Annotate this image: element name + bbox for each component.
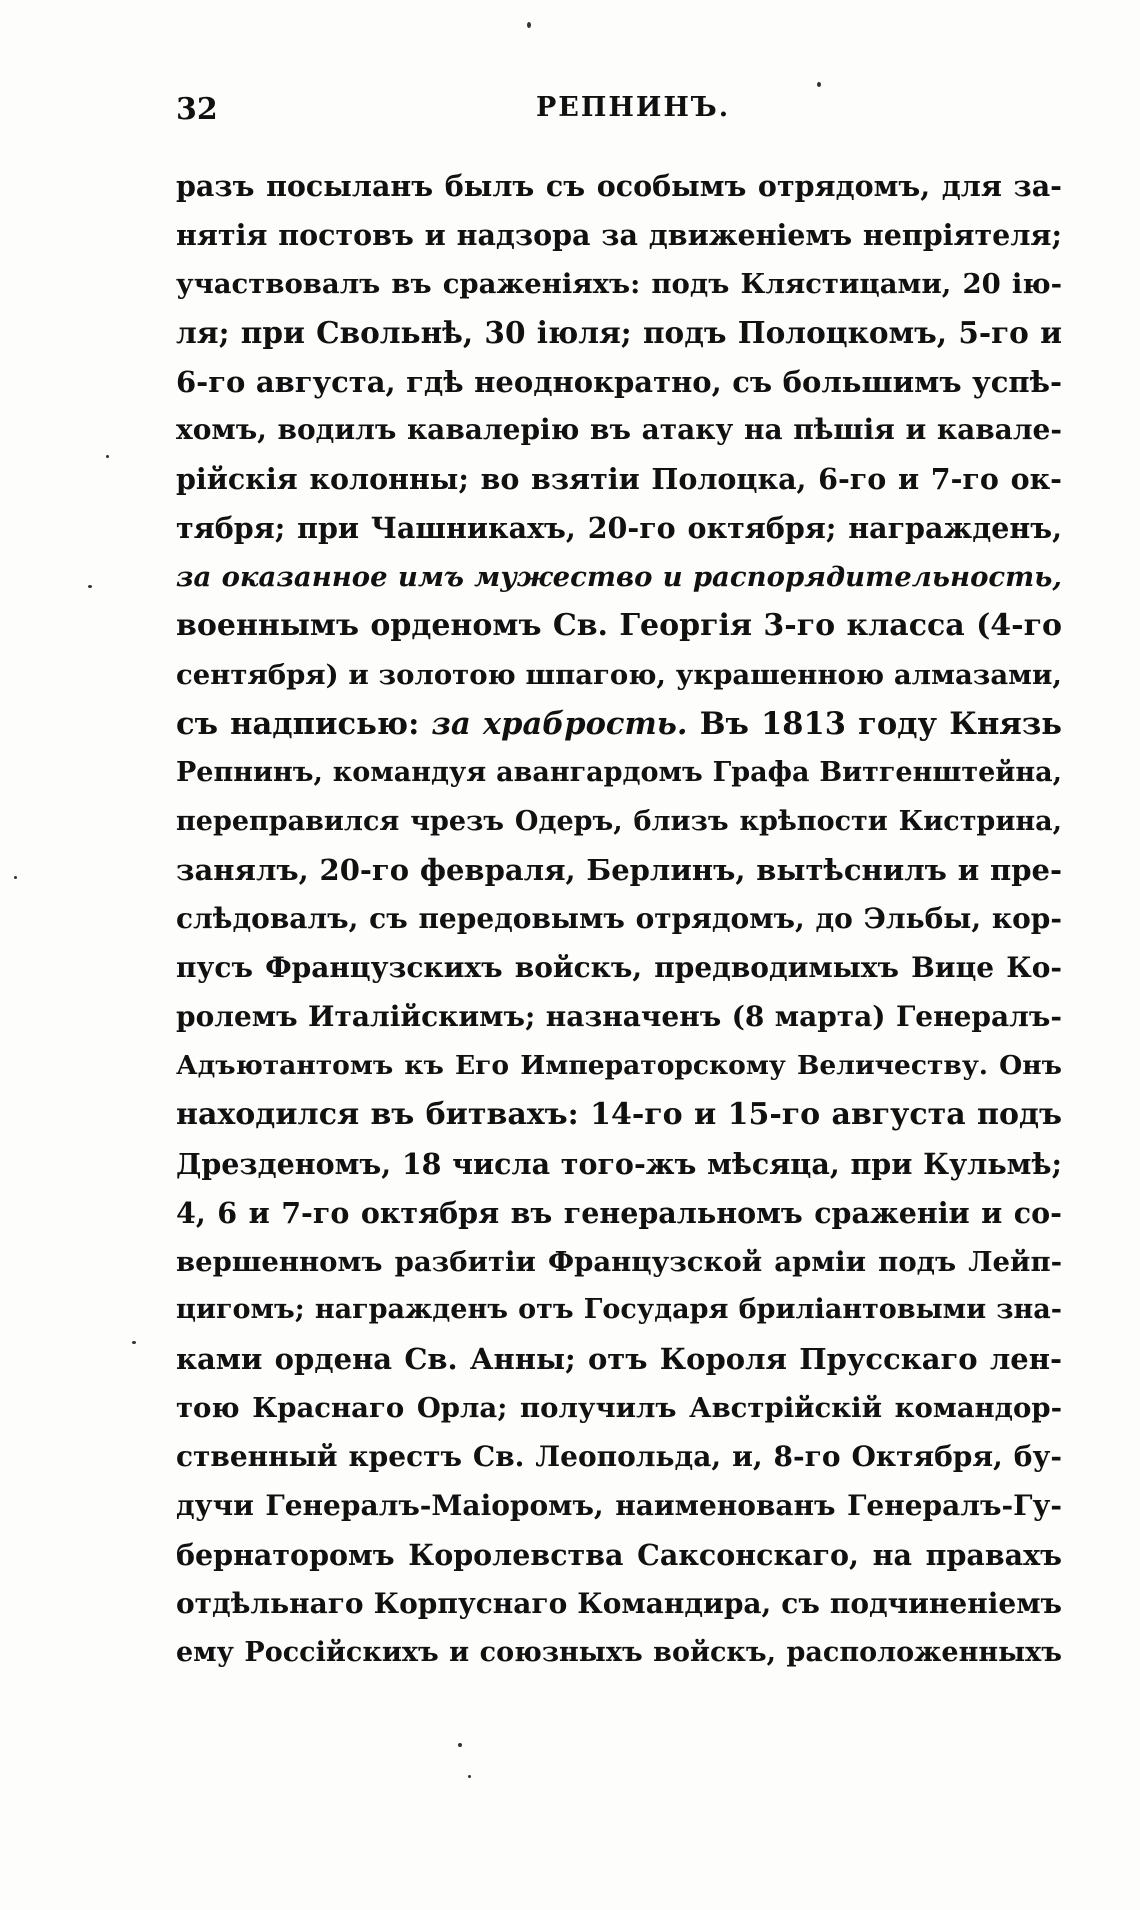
text-line: бернаторомъ Королевства Саксонскаго, на правахъ [176, 1537, 1062, 1572]
text-line: отдѣльнаго Корпуснаго Командира, съ подчиненіемъ [176, 1586, 1062, 1620]
text-line: вершенномъ разбитіи Французской арміи подъ Лейп- [176, 1245, 1062, 1278]
text-line: ками ордена Св. Анны; отъ Короля Прусскаго лен- [176, 1342, 1062, 1377]
text-line: цигомъ; награжденъ отъ Государя бриліантовыми зна- [176, 1294, 1062, 1326]
running-head: РЕПНИНЪ. [536, 92, 731, 123]
text-line: Адъютантомъ къ Его Императорскому Величеству. Онъ [176, 1050, 1062, 1082]
text-line: пусъ Французскихъ войскъ, предводимыхъ Вице Ко- [176, 951, 1062, 985]
text-line: находился въ битвахъ: 14-го и 15-го августа подъ [176, 1096, 1062, 1132]
text-line: тября; при Чашникахъ, 20-го октября; награжденъ, [176, 511, 1062, 546]
text-line: занялъ, 20-го февраля, Берлинъ, вытѣснилъ и пре- [176, 853, 1062, 888]
text-line: разъ посыланъ былъ съ особымъ отрядомъ, для за- [176, 169, 1062, 203]
text-line: Репнинъ, командуя авангардомъ Графа Витгенштейна, [176, 756, 1062, 788]
scan-speck [817, 82, 821, 87]
scan-speck [14, 876, 17, 879]
page-header [176, 92, 1061, 132]
text-line: 6-го августа, гдѣ неоднократно, съ большимъ успѣ- [176, 364, 1062, 399]
text-fragment: съ надписью: [176, 705, 432, 742]
scan-speck [106, 455, 109, 458]
body-text [176, 162, 1062, 1678]
text-fragment: Въ 1813 году Князь [687, 705, 1062, 742]
text-line: военнымъ орденомъ Св. Георгія 3-го класса (4-го [176, 608, 1062, 644]
page-number: 32 [176, 92, 218, 127]
text-line: участвовалъ въ сраженіяхъ: подъ Клястицами, 20 ію- [176, 267, 1062, 300]
text-line: слѣдовалъ, съ передовымъ отрядомъ, до Эльбы, кор- [176, 902, 1062, 936]
scan-speck [88, 585, 92, 588]
text-line: ему Россійскихъ и союзныхъ войскъ, расположенныхъ [176, 1636, 1062, 1668]
text-line: рійскія колонны; во взятіи Полоцка, 6-го и 7-го ок- [176, 462, 1062, 497]
text-line-mixed [176, 700, 1062, 749]
text-line-italic: за оказанное имъ мужество и распорядительность, [176, 561, 1062, 594]
text-line: сентября) и золотою шпагою, украшенною алмазами, [176, 658, 1062, 691]
text-line: переправился чрезъ Одеръ, близъ крѣпости Кистрина, [176, 805, 1062, 837]
text-line: ля; при Свольнѣ, 30 іюля; подъ Полоцкомъ, 5-го и [176, 314, 1062, 350]
scan-speck [527, 22, 531, 28]
text-line: нятія постовъ и надзора за движеніемъ непріятеля; [176, 217, 1062, 252]
text-line: ственный крестъ Св. Леопольда, и, 8-го Октября, бу- [176, 1440, 1062, 1474]
text-line: тою Краснаго Орла; получилъ Австрійскій командор- [176, 1392, 1062, 1425]
text-line: Дрезденомъ, 18 числа того-жъ мѣсяца, при Кульмѣ; [176, 1146, 1062, 1181]
text-line: хомъ, водилъ кавалерію въ атаку на пѣшія и кавале- [176, 413, 1062, 447]
text-line: дучи Генералъ-Маіоромъ, наименованъ Генералъ-Гу- [176, 1489, 1062, 1523]
text-line: 4, 6 и 7-го октября въ генеральномъ сраженіи и со- [176, 1195, 1062, 1230]
italic-fragment: за храбрость. [431, 705, 688, 742]
scan-speck [132, 1341, 136, 1344]
scan-speck [468, 1775, 471, 1778]
scan-speck [458, 1743, 462, 1747]
text-line: ролемъ Италійскимъ; назначенъ (8 марта) Генералъ- [176, 1000, 1062, 1034]
